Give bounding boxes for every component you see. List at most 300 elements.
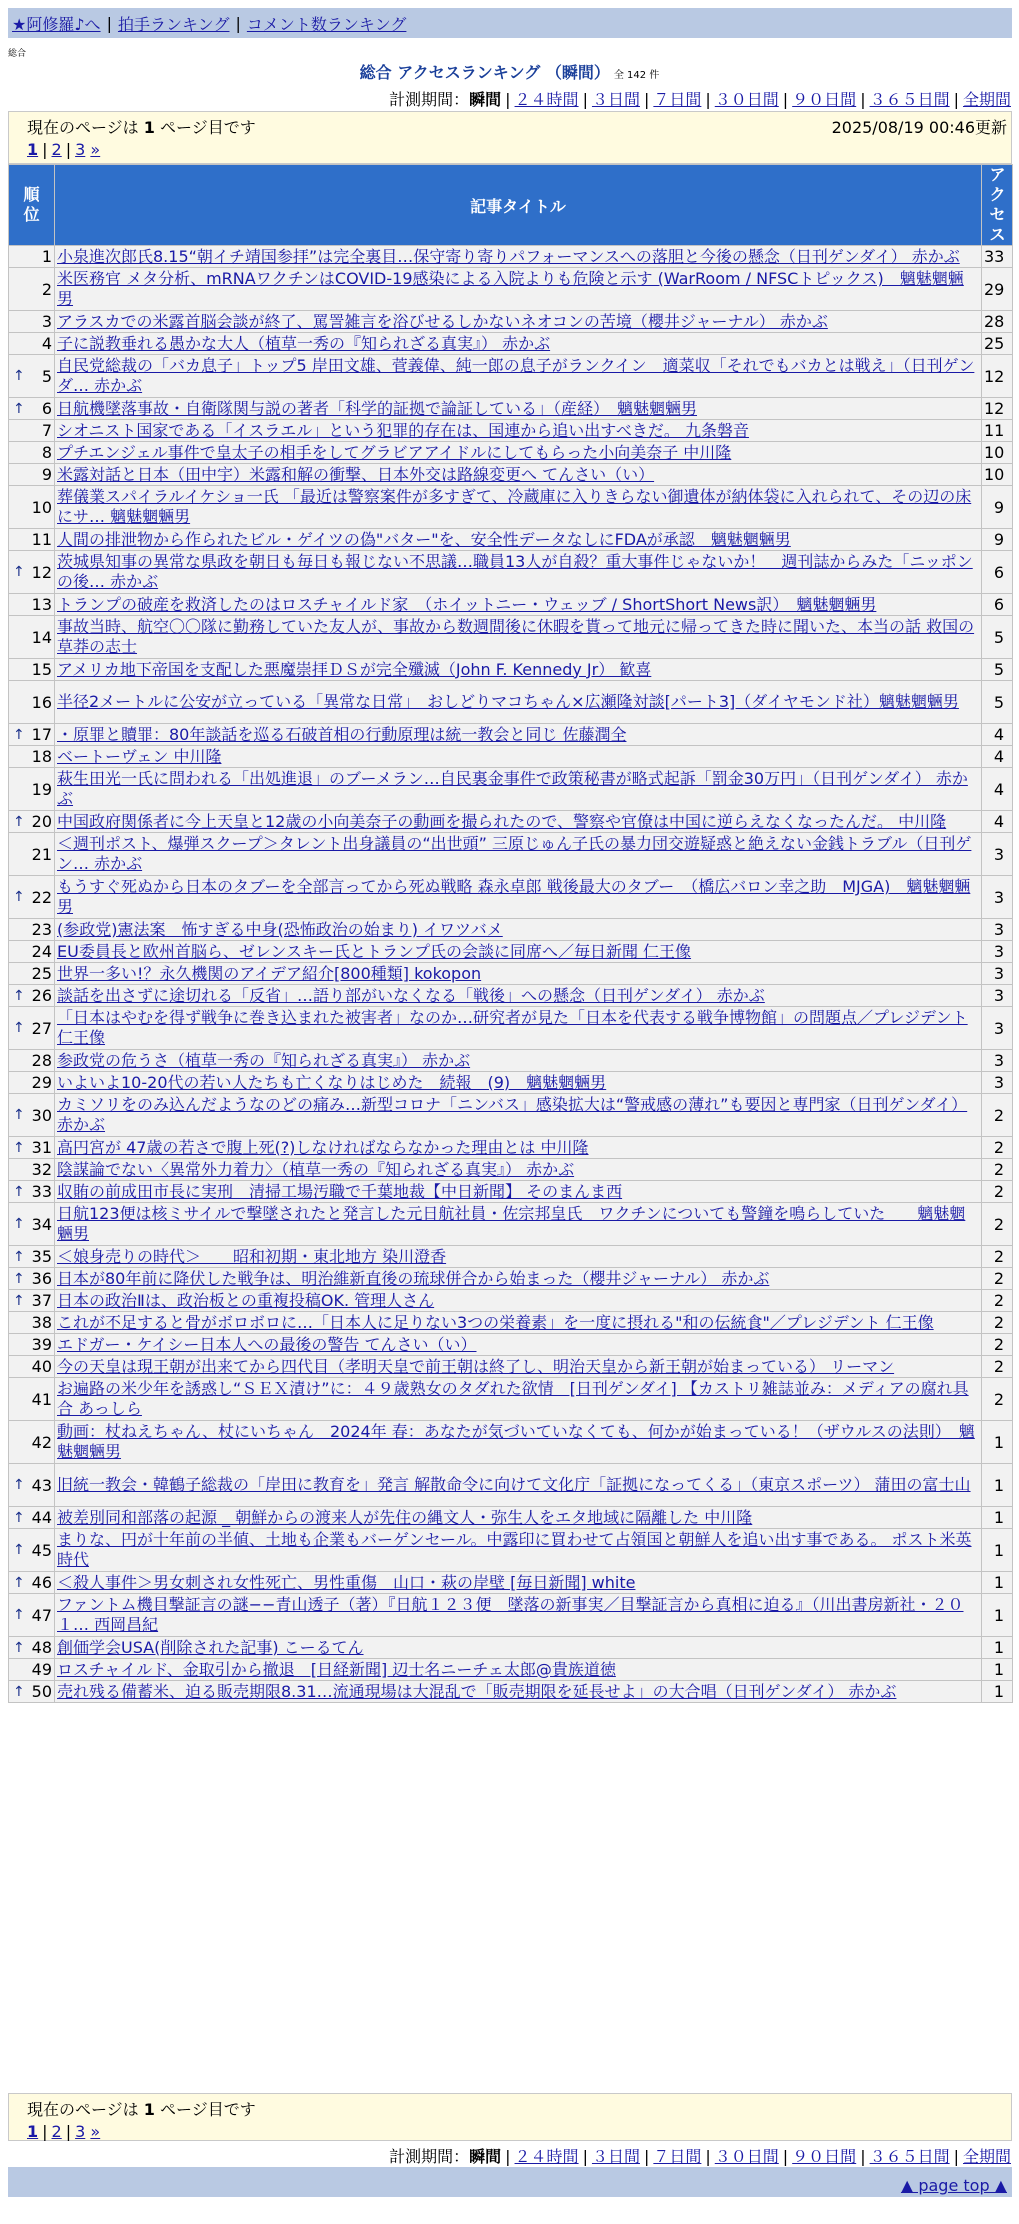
rank-cell (9, 659, 55, 681)
title-cell (55, 1007, 982, 1050)
access-count: 5 (982, 681, 1013, 724)
table-row (9, 1203, 1013, 1246)
rank-cell (9, 681, 55, 724)
article-title-link[interactable]: ロスチャイルド、金取引から撤退 [日経新聞] 辺士名ニーチェ太郎@貴族道徳 (57, 1659, 616, 1679)
rank-cell (9, 616, 55, 659)
page-text-after: ページ目です (154, 118, 256, 137)
period-separator: | (860, 2147, 866, 2166)
article-title-link[interactable]: もうすぐ死ぬから日本のタブーを全部言ってから死ぬ戦略 森永卓郎 戦後最大のタブー （橋広バロン幸之助 MJGA) 魑魅魍魎男 (57, 877, 971, 916)
comment-ranking-link[interactable]: コメント数ランキング (246, 14, 407, 34)
rank-cell (9, 876, 55, 919)
article-title-link[interactable]: 動画：杖ねえちゃん、杖にいちゃん 2024年 春：あなたが気づいていなくても、何かが始まっている！（ザウルスの法則） 魑魅魍魎男 (57, 1422, 975, 1461)
access-header: アクセス (982, 165, 1013, 246)
rank-cell (9, 1007, 55, 1050)
table-row (9, 681, 1013, 724)
access-count: 2 (982, 1094, 1013, 1137)
next-page-link[interactable]: » (90, 2122, 101, 2141)
access-count: 5 (982, 616, 1013, 659)
access-count: 5 (982, 659, 1013, 681)
title-cell (55, 681, 982, 724)
article-title-link[interactable]: アメリカ地下帝国を支配した悪魔崇拝ＤＳが完全殲滅（John F. Kennedy Jr） 歓喜 (57, 659, 652, 679)
rank-number: 14 (31, 627, 52, 647)
title-cell (55, 1159, 982, 1181)
category-label: 総合 (8, 49, 27, 59)
rank-number: 30 (31, 1105, 52, 1125)
article-title-link[interactable]: エドガー・ケイシー日本人への最後の警告 てんさい（い） (57, 1334, 477, 1354)
rank-cell (9, 1378, 55, 1421)
title-cell (55, 1378, 982, 1421)
rank-cell (9, 464, 55, 486)
period-link[interactable]: ２４時間 (514, 2147, 579, 2166)
current-page-text (27, 115, 256, 138)
article-title-link[interactable]: シオニスト国家である「イスラエル」という犯罪的存在は、国連から追い出すべきだ。 九条磐音 (57, 420, 749, 440)
title-cell (55, 1681, 982, 1703)
table-row (9, 1637, 1013, 1659)
table-row (9, 464, 1013, 486)
period-link[interactable]: ９０日間 (792, 2147, 857, 2166)
article-title-link[interactable]: 創価学会USA(削除された記事) こーるてん (57, 1637, 364, 1657)
rank-number: 20 (31, 812, 52, 831)
title-cell (55, 724, 982, 746)
rank-cell (9, 1334, 55, 1356)
rank-number: 6 (41, 399, 52, 418)
article-title-link[interactable]: これが不足すると骨がボロボロに…「日本人に足りない3つの栄養素」を一度に摂れる"和の伝統食"／プレジデント 仁王像 (57, 1312, 934, 1332)
access-count: 4 (982, 746, 1013, 768)
page-number: 1 (143, 2100, 155, 2119)
article-title-link[interactable]: 小泉進次郎氏8.15“朝イチ靖国参拝”は完全裏目…保守寄り寄りパフォーマンスへの落胆と今後の懸念（日刊ゲンダイ） 赤かぶ (57, 246, 960, 266)
article-title-link[interactable]: 中国政府関係者に今上天皇と12歳の小向美奈子の動画を撮られたので、警察や官僚は中国に逆らえなくなったんだ。 中川隆 (57, 811, 947, 831)
rank-number: 21 (31, 844, 52, 864)
rank-cell (9, 1681, 55, 1703)
article-title-link[interactable]: 事故当時、航空〇〇隊に勤務していた友人が、事故から数週間後に休暇を貰って地元に帰ってきた時に聞いた、本当の話 救国の草莽の志士 (57, 617, 975, 656)
access-count: 1 (982, 1507, 1013, 1529)
rank-cell (9, 1290, 55, 1312)
rank-up-arrow-icon: ↑ (13, 1292, 25, 1309)
article-title-link[interactable]: 米医務官 メタ分析、mRNAワクチンはCOVID-19感染による入院よりも危険と示す (WarRoom / NFSCトピックス) 魑魅魍魎男 (57, 269, 964, 308)
rank-cell (9, 1181, 55, 1203)
rank-number: 39 (31, 1335, 52, 1354)
access-count: 3 (982, 985, 1013, 1007)
article-title-link[interactable]: 半径2メートルに公安が立っている「異常な日常」 おしどりマコちゃん×広瀬隆対談[パート3]（ダイヤモンド社）魑魅魍魎男 (57, 692, 959, 711)
table-row (9, 311, 1013, 333)
title-cell (55, 551, 982, 594)
period-separator: | (705, 90, 711, 109)
title-cell (55, 1421, 982, 1464)
access-count: 12 (982, 355, 1013, 398)
table-row (9, 724, 1013, 746)
title-cell (55, 985, 982, 1007)
title-cell (55, 333, 982, 355)
access-count: 2 (982, 1290, 1013, 1312)
access-count: 1 (982, 1637, 1013, 1659)
rank-number: 22 (31, 887, 52, 907)
rank-number: 19 (31, 779, 52, 799)
page-top-link[interactable]: ▲ page top ▲ (900, 2176, 1007, 2195)
title-cell (55, 876, 982, 919)
table-row (9, 1421, 1013, 1464)
table-row (9, 1356, 1013, 1378)
table-row (9, 659, 1013, 681)
rank-number: 7 (41, 421, 52, 440)
article-title-link[interactable]: 被差別同和部落の起源 _ 朝鮮からの渡来人が先住の縄文人・弥生人をエタ地域に隔離した 中川隆 (57, 1507, 753, 1527)
rank-number: 13 (31, 595, 52, 614)
current-page-text-bottom (27, 2097, 256, 2120)
title-cell (55, 1594, 982, 1637)
rank-up-arrow-icon: ↑ (13, 1683, 25, 1700)
article-title-link[interactable]: 旧統一教会・韓鶴子総裁の「岸田に教育を」発言 解散命令に向けて文化庁「証拠になってくる」（東京スポーツ） 蒲田の富士山 (57, 1475, 971, 1494)
rank-cell (9, 941, 55, 963)
rank-up-arrow-icon: ↑ (13, 564, 25, 580)
table-row (9, 486, 1013, 529)
title-header: 記事タイトル (55, 165, 982, 246)
article-title-link[interactable]: ＜娘身売りの時代＞ 昭和初期・東北地方 染川澄香 (57, 1246, 447, 1266)
article-title-link[interactable]: 日本の政治Ⅱは、政治板との重複投稿OK. 管理人さん (57, 1290, 435, 1310)
article-title-link[interactable]: 談話を出さずに途切れる「反省」…語り部がいなくなる「戦後」への懸念（日刊ゲンダイ） 赤かぶ (57, 985, 765, 1005)
page-link-2[interactable]: 2 (51, 2122, 62, 2141)
period-separator: | (643, 2147, 650, 2166)
table-row (9, 1050, 1013, 1072)
rank-number: 16 (31, 692, 52, 712)
rank-number: 5 (41, 366, 52, 386)
access-count: 1 (982, 1681, 1013, 1703)
table-row (9, 420, 1013, 442)
page-link-3[interactable]: 3 (75, 140, 86, 159)
rank-cell (9, 919, 55, 941)
access-count: 3 (982, 1072, 1013, 1094)
access-count: 9 (982, 529, 1013, 551)
period-link[interactable]: 全期間 (962, 2147, 1011, 2166)
rank-cell (9, 594, 55, 616)
rank-up-arrow-icon: ↑ (13, 889, 25, 905)
title-cell (55, 1290, 982, 1312)
period-link[interactable]: ７日間 (653, 2147, 702, 2166)
table-row (9, 876, 1013, 919)
title-cell (55, 1637, 982, 1659)
rank-cell (9, 398, 55, 420)
access-count: 2 (982, 1356, 1013, 1378)
page-link-1[interactable]: 1 (27, 2122, 39, 2141)
access-count: 4 (982, 768, 1013, 811)
article-title-link[interactable]: 米露対話と日本（田中宇）米露和解の衝撃、日本外交は路線変更へ てんさい（い） (57, 464, 655, 484)
period-link[interactable]: ２４時間 (514, 90, 579, 109)
rank-number: 33 (31, 1182, 52, 1201)
nav-separator: | (235, 13, 241, 33)
rank-cell (9, 1203, 55, 1246)
rank-up-arrow-icon: ↑ (13, 726, 25, 743)
article-title-link[interactable]: ＜殺人事件＞男女刺され女性死亡、男性重傷 山口・萩の岸壁 [毎日新聞] white (57, 1572, 636, 1592)
title-cell (55, 529, 982, 551)
rank-cell (9, 246, 55, 268)
period-separator: | (782, 2147, 789, 2166)
table-row (9, 1181, 1013, 1203)
pager-separator: | (65, 2122, 72, 2141)
rank-number: 48 (31, 1638, 52, 1657)
title-cell (55, 919, 982, 941)
rank-number: 35 (31, 1247, 52, 1266)
rank-up-arrow-icon: ↑ (13, 813, 25, 830)
pager-separator: | (65, 140, 72, 159)
article-title-link[interactable]: お遍路の米少年を誘惑し“ＳＥＸ漬け”に：４９歳熟女のタダれた欲情 [日刊ゲンダイ] 【カストリ雑誌並み：メディアの腐れ具合 あっしら (57, 1379, 969, 1418)
article-title-link[interactable]: 高円宮が 47歳の若さで腹上死(?)しなければならなかった理由とは 中川隆 (57, 1137, 589, 1157)
period-separator: | (505, 90, 511, 109)
article-title-link[interactable]: 自民党総裁の「バカ息子」トップ5 岸田文雄、菅義偉、純一郎の息子がランクイン 適菜収「それでもバカとは戦え」（日刊ゲンダ… 赤かぶ (57, 356, 975, 395)
title-cell (55, 594, 982, 616)
title-cell (55, 1137, 982, 1159)
article-title-link[interactable]: 日航機墜落事故・自衛隊関与説の著者「科学的証拠で論証している」（産経） 魑魅魍魎男 (57, 398, 698, 418)
period-label: 計測期間： (389, 2147, 470, 2166)
rank-number: 12 (31, 562, 52, 582)
article-title-link[interactable]: カミソリをのみ込んだようなのどの痛み…新型コロナ「ニンバス」感染拡大は“警戒感の薄れ”も要因と専門家（日刊ゲンダイ） 赤かぶ (57, 1095, 968, 1134)
rank-cell (9, 1507, 55, 1529)
title-cell (55, 268, 982, 311)
access-count: 1 (982, 1659, 1013, 1681)
title-cell (55, 1072, 982, 1094)
period-link[interactable]: ７日間 (653, 90, 702, 109)
title-cell (55, 746, 982, 768)
rank-cell (9, 1094, 55, 1137)
period-link[interactable]: ３０日間 (714, 2147, 779, 2166)
rank-up-arrow-icon: ↑ (13, 1509, 25, 1526)
title-cell (55, 811, 982, 833)
home-link[interactable]: ★阿修羅♪へ (12, 14, 101, 34)
title-cell (55, 1181, 982, 1203)
page-info-box-top (8, 111, 1012, 164)
title-cell (55, 1312, 982, 1334)
rank-number: 41 (31, 1389, 52, 1409)
access-count: 1 (982, 1594, 1013, 1637)
rank-up-arrow-icon: ↑ (13, 1183, 25, 1200)
period-selector-bottom (389, 2144, 1011, 2167)
access-count: 1 (982, 1421, 1013, 1464)
table-row (9, 1529, 1013, 1572)
rank-up-arrow-icon: ↑ (13, 400, 25, 417)
rank-cell (9, 355, 55, 398)
table-row (9, 268, 1013, 311)
next-page-link[interactable]: » (90, 140, 101, 159)
period-separator: | (505, 2147, 511, 2166)
rank-up-arrow-icon: ↑ (13, 1542, 25, 1558)
article-title-link[interactable]: アラスカでの米露首脳会談が終了、罵詈雑言を浴びせるしかないネオコンの苦境（櫻井ジャーナル） 赤かぶ (57, 311, 828, 331)
rank-cell (9, 551, 55, 594)
article-title-link[interactable]: 日航123便は核ミサイルで撃墜されたと発言した元日航社員・佐宗邦皇氏 ワクチンについても警鐘を鳴らしていた 魑魅魍魎男 (57, 1204, 966, 1243)
rank-number: 2 (41, 279, 52, 299)
rank-number: 46 (31, 1573, 52, 1592)
rank-cell (9, 442, 55, 464)
title-cell (55, 464, 982, 486)
rank-number: 34 (31, 1214, 52, 1234)
article-title-link[interactable]: ファントム機目撃証言の謎−−青山透子（著）『日航１２３便 墜落の新事実／目撃証言から真相に迫る』（川出書房新社・２０１… 西岡昌紀 (57, 1595, 964, 1634)
period-separator: | (582, 2147, 588, 2166)
pager-separator: | (42, 2122, 48, 2141)
rank-number: 47 (31, 1605, 52, 1625)
access-count: 3 (982, 1050, 1013, 1072)
table-row (9, 442, 1013, 464)
period-link[interactable]: ３０日間 (714, 90, 779, 109)
table-row (9, 1507, 1013, 1529)
title-cell (55, 442, 982, 464)
rank-cell (9, 1421, 55, 1464)
title-cell (55, 486, 982, 529)
article-title-link[interactable]: 世界一多い!？永久機関のアイデア紹介[800種類] kokopon (57, 963, 482, 983)
rank-number: 29 (31, 1073, 52, 1092)
rank-up-arrow-icon: ↑ (13, 1607, 25, 1623)
rank-number: 32 (31, 1160, 52, 1179)
rank-number: 17 (31, 725, 52, 744)
article-title-link[interactable]: ＜週刊ポスト、爆弾スクープ＞タレント出身議員の“出世頭” 三原じゅん子氏の暴力団交遊疑惑と絶えない金銭トラブル（日刊ゲン… 赤かぶ (57, 834, 972, 873)
rank-number: 23 (31, 920, 52, 939)
table-row (9, 1572, 1013, 1594)
period-link[interactable]: ３日間 (591, 2147, 640, 2166)
page-link-2[interactable]: 2 (51, 140, 62, 159)
rank-cell (9, 1637, 55, 1659)
article-title-link[interactable]: 葬儀業スパイラルイケショ一氏 「最近は警察案件が多すぎて、冷蔵庫に入りきらない御遺体が納体袋に入れられて、その辺の床にサ… 魑魅魍魎男 (57, 487, 972, 526)
clap-ranking-link[interactable]: 拍手ランキング (117, 14, 230, 34)
article-title-link[interactable]: トランプの破産を救済したのはロスチャイルド家 （ホイットニー・ウェッブ / ShortShort News訳） 魑魅魍魎男 (57, 594, 877, 614)
rank-cell (9, 1594, 55, 1637)
rank-cell (9, 268, 55, 311)
article-title-link[interactable]: 収賄の前成田市長に実刑 清掃工場汚職で千葉地裁【中日新聞】 そのまんま西 (57, 1181, 623, 1201)
access-count: 2 (982, 1181, 1013, 1203)
access-count: 3 (982, 876, 1013, 919)
table-row (9, 1007, 1013, 1050)
article-title-link[interactable]: 人間の排泄物から作られたビル・ゲイツの偽"バター"を、安全性データなしにFDAが承認 魑魅魍魎男 (57, 529, 791, 549)
article-title-link[interactable]: 茨城県知事の異常な県政を朝日も毎日も報じない不思議…職員13人が自殺？重大事件じゃないか！ 週刊誌からみた「ニッポンの後… 赤かぶ (57, 552, 973, 591)
title-cell (55, 246, 982, 268)
period-separator: | (643, 90, 650, 109)
ranking-title: 総合 アクセスランキング （瞬間） (359, 63, 610, 82)
article-title-link[interactable]: 「日本はやむを得ず戦争に巻き込まれた被害者」なのか…研究者が見た「日本を代表する戦争博物館」の問題点／プレジデント 仁王像 (57, 1008, 968, 1047)
table-row (9, 1137, 1013, 1159)
rank-number: 1 (41, 247, 52, 266)
rank-number: 11 (31, 530, 52, 549)
title-cell (55, 1356, 982, 1378)
article-title-link[interactable]: EU委員長と欧州首脳ら、ゼレンスキー氏とトランプ氏の会談に同席へ／毎日新聞 仁王像 (57, 941, 692, 961)
page-link-3[interactable]: 3 (75, 2122, 86, 2141)
access-count: 10 (982, 464, 1013, 486)
period-selector-top (389, 87, 1011, 110)
access-count: 10 (982, 442, 1013, 464)
period-separator: | (705, 2147, 711, 2166)
table-row (9, 1594, 1013, 1637)
rank-up-arrow-icon: ↑ (13, 987, 25, 1004)
table-row (9, 746, 1013, 768)
top-nav-bar (8, 8, 1012, 38)
ranking-table (8, 164, 1013, 1703)
rank-cell (9, 811, 55, 833)
rank-number: 40 (31, 1357, 52, 1376)
rank-up-arrow-icon: ↑ (13, 1107, 25, 1123)
article-title-link[interactable]: ・原罪と贖罪：80年談話を巡る石破首相の行動原理は統一教会と同じ 佐藤潤全 (57, 724, 627, 744)
rank-number: 9 (41, 465, 52, 484)
article-title-link[interactable]: 売れ残る備蓄米、迫る販売期限8.31…流通現場は大混乱で「販売期限を延長せよ」の大合唱（日刊ゲンダイ） 赤かぶ (57, 1681, 897, 1701)
article-title-link[interactable]: いよいよ10-20代の若い人たちも亡くなりはじめた 続報 (9) 魑魅魍魎男 (57, 1072, 607, 1092)
period-separator: | (582, 90, 588, 109)
article-title-link[interactable]: 今の天皇は現王朝が出来てから四代目（孝明天皇で前王朝は終了し、明治天皇から新王朝が始まっている） リーマン (57, 1356, 895, 1376)
page-text-after: ページ目です (154, 2100, 256, 2119)
page-text-before: 現在のページは (27, 118, 144, 137)
rank-up-arrow-icon: ↑ (13, 1639, 25, 1656)
table-row (9, 833, 1013, 876)
article-title-link[interactable]: 陰謀論でない〈異常外力着力〉（植草一秀の『知られざる真実』） 赤かぶ (57, 1159, 575, 1179)
ranking-table-body (9, 246, 1013, 1703)
table-row (9, 1072, 1013, 1094)
rank-cell (9, 1312, 55, 1334)
rank-cell (9, 768, 55, 811)
period-link[interactable]: ３日間 (591, 90, 640, 109)
rank-number: 31 (31, 1138, 52, 1157)
access-count: 4 (982, 724, 1013, 746)
rank-number: 28 (31, 1051, 52, 1070)
page-text-before: 現在のページは (27, 2100, 144, 2119)
rank-cell (9, 833, 55, 876)
access-count: 12 (982, 398, 1013, 420)
article-title-link[interactable]: まりな、円が十年前の半値、土地も企業もバーゲンセール。中露印に買わせて占領国と朝鮮人を追い出す事である。 ポスト米英時代 (57, 1530, 972, 1569)
period-separator: | (953, 90, 959, 109)
total-count: 全 142 件 (613, 70, 660, 81)
period-link[interactable]: ３６５日間 (869, 2147, 950, 2166)
access-count: 3 (982, 919, 1013, 941)
access-count: 3 (982, 963, 1013, 985)
access-count: 6 (982, 594, 1013, 616)
title-cell (55, 941, 982, 963)
article-title-link[interactable]: 子に説教垂れる愚かな大人（植草一秀の『知られざる真実』） 赤かぶ (57, 333, 551, 353)
rank-up-arrow-icon: ↑ (13, 1216, 25, 1232)
title-cell (55, 616, 982, 659)
rank-cell (9, 311, 55, 333)
period-link[interactable]: ３６５日間 (869, 90, 950, 109)
rank-cell (9, 1072, 55, 1094)
table-row (9, 919, 1013, 941)
rank-cell (9, 333, 55, 355)
access-count: 1 (982, 1572, 1013, 1594)
article-title-link[interactable]: 日本が80年前に降伏した戦争は、明治維新直後の琉球併合から始まった（櫻井ジャーナル） 赤かぶ (57, 1268, 770, 1288)
page-link-1[interactable]: 1 (27, 140, 39, 159)
rank-cell (9, 486, 55, 529)
title-cell (55, 1572, 982, 1594)
article-title-link[interactable]: 萩生田光一氏に問われる「出処進退」のブーメラン…自民裏金事件で政策秘書が略式起訴「罰金30万円」（日刊ゲンダイ） 赤かぶ (57, 769, 968, 808)
access-count: 33 (982, 246, 1013, 268)
table-row (9, 1378, 1013, 1421)
access-count: 25 (982, 333, 1013, 355)
article-title-link[interactable]: プチエンジェル事件で皇太子の相手をしてグラビアアイドルにしてもらった小向美奈子 中川隆 (57, 442, 732, 462)
rank-cell (9, 1268, 55, 1290)
title-cell (55, 1050, 982, 1072)
rank-cell (9, 1529, 55, 1572)
title-cell (55, 1659, 982, 1681)
period-current: 瞬間 (469, 90, 502, 109)
rank-number: 18 (31, 747, 52, 766)
access-count: 2 (982, 1137, 1013, 1159)
access-count: 2 (982, 1203, 1013, 1246)
period-link[interactable]: ９０日間 (792, 90, 857, 109)
table-row (9, 941, 1013, 963)
table-row (9, 811, 1013, 833)
article-title-link[interactable]: ベートーヴェン 中川隆 (57, 746, 222, 766)
access-count: 2 (982, 1312, 1013, 1334)
rank-cell (9, 1572, 55, 1594)
article-title-link[interactable]: 参政党の危うさ（植草一秀の『知られざる真実』） 赤かぶ (57, 1050, 471, 1070)
access-count: 2 (982, 1159, 1013, 1181)
table-row (9, 963, 1013, 985)
table-row (9, 1681, 1013, 1703)
table-row (9, 1312, 1013, 1334)
period-link[interactable]: 全期間 (962, 90, 1011, 109)
rank-number: 27 (31, 1018, 52, 1038)
rank-up-arrow-icon: ↑ (13, 1248, 25, 1265)
access-count: 2 (982, 1378, 1013, 1421)
rank-number: 36 (31, 1269, 52, 1288)
article-title-link[interactable]: (参政党)憲法案 怖すぎる中身(恐怖政治の始まり) イワツバメ (57, 919, 503, 939)
